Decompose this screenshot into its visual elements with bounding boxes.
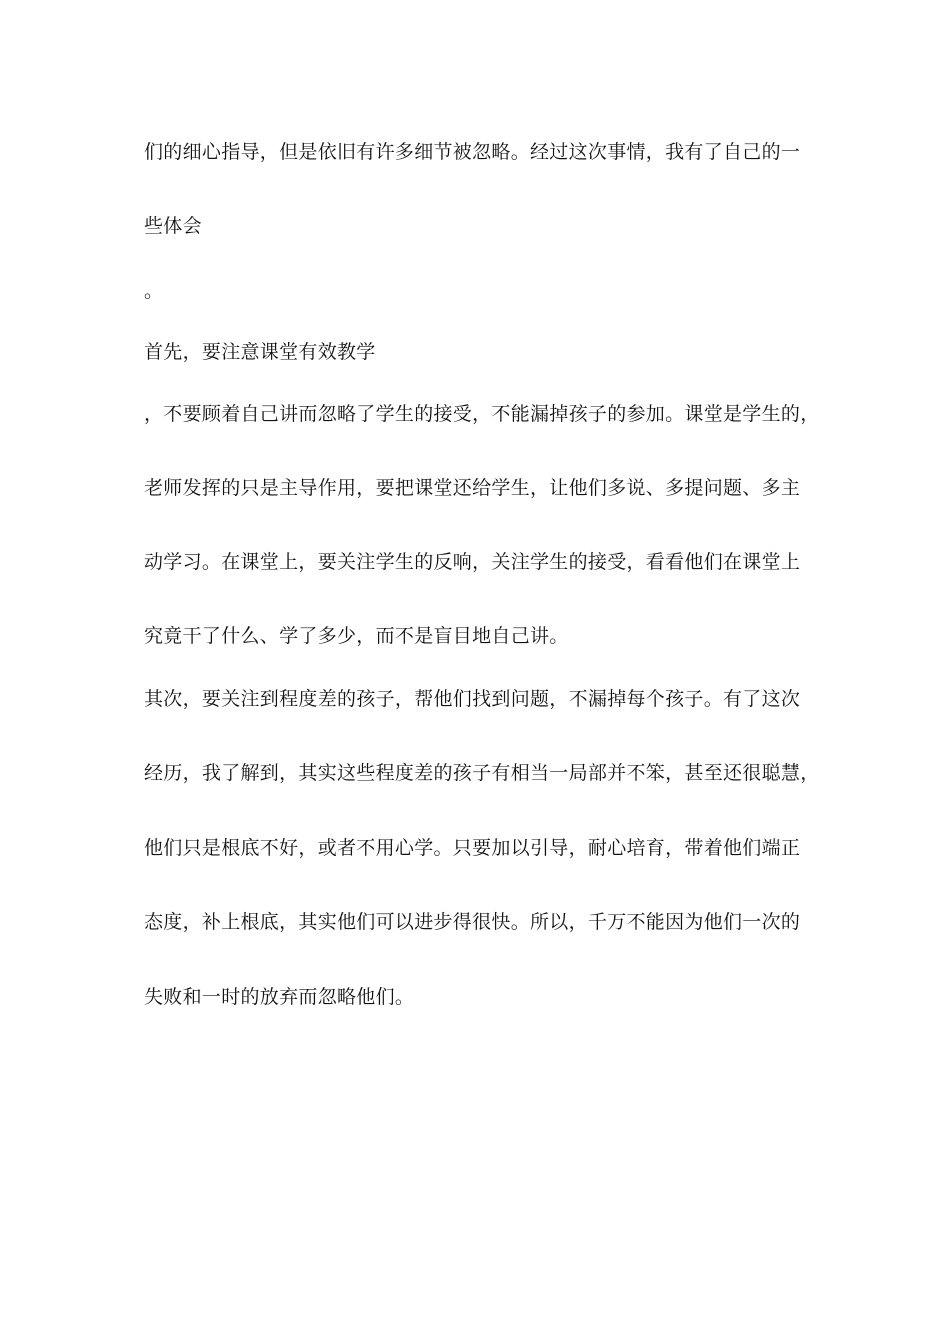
- text-line: 些体会: [144, 215, 202, 237]
- section-heading-first: 首先，要注意课堂有效教学: [144, 341, 376, 363]
- text-line: 经历，我了解到，其实这些程度差的孩子有相当一局部并不笨，甚至还很聪慧，: [144, 762, 820, 784]
- text-line: 失败和一时的放弃而忽略他们。: [144, 986, 415, 1008]
- text-line: 。: [144, 280, 164, 302]
- text-line: 动学习。在课堂上，要关注学生的反响，关注学生的接受，看看他们在课堂上: [144, 551, 801, 573]
- text-line: 们的细心指导，但是依旧有许多细节被忽略。经过这次事情，我有了自己的一: [144, 141, 801, 163]
- text-line: 态度，补上根底，其实他们可以进步得很快。所以，千万不能因为他们一次的: [144, 911, 801, 933]
- text-line: 老师发挥的只是主导作用，要把课堂还给学生，让他们多说、多提问题、多主: [144, 477, 801, 499]
- text-line: 他们只是根底不好，或者不用心学。只要加以引导，耐心培育，带着他们端正: [144, 837, 801, 859]
- text-line: 究竟干了什么、学了多少，而不是盲目地自己讲。: [144, 625, 569, 647]
- paragraph-second-start: 其次，要关注到程度差的孩子，帮他们找到问题，不漏掉每个孩子。有了这次: [144, 688, 801, 710]
- text-line: ，不要顾着自己讲而忽略了学生的接受，不能漏掉孩子的参加。课堂是学生的，: [144, 403, 820, 425]
